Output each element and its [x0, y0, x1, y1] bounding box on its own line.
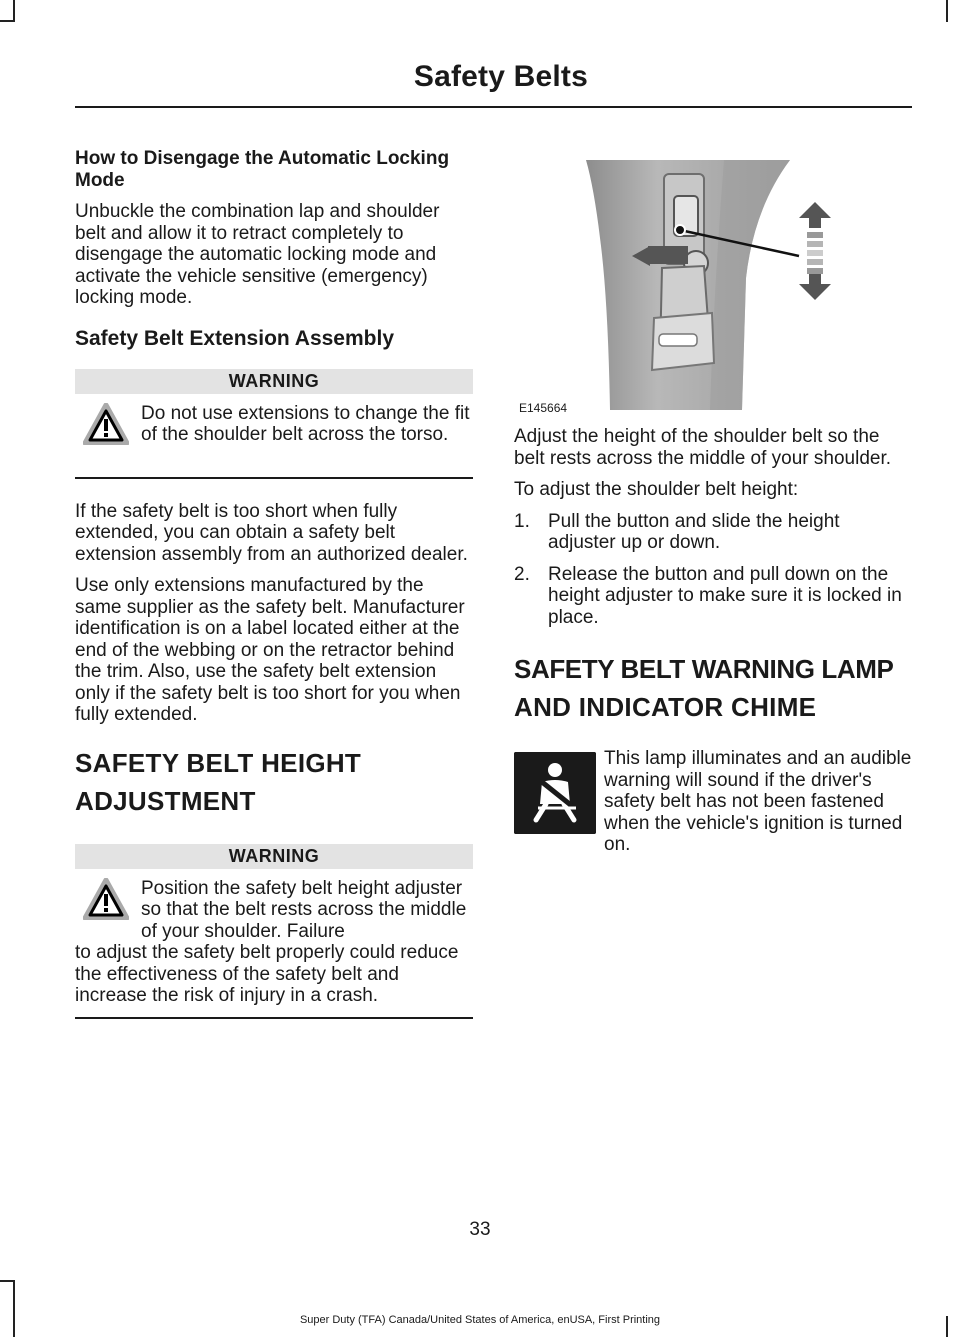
lamp-heading-line-2: AND INDICATOR CHIME [514, 692, 817, 722]
step-text: Release the button and pull down on the height adjuster to make sure it is locked in place. [548, 563, 902, 628]
belt-height-adjuster-illustration [514, 148, 912, 416]
belt-height-figure [514, 148, 912, 416]
height-heading-line-1: SAFETY BELT HEIGHT [75, 747, 362, 778]
warning-triangle-icon [83, 878, 129, 920]
lamp-heading-line-1: SAFETY BELT WARNING LAMP [514, 654, 894, 684]
page-number: 33 [469, 1219, 491, 1240]
list-item [514, 564, 912, 629]
crop-mark-top-left-h [0, 20, 15, 22]
warning-text-full: to adjust the safety belt properly could reduce the effectiveness of the safety belt and increase the risk of injury in a crash. [75, 942, 459, 1006]
right-column [514, 148, 912, 856]
lamp-heading [514, 650, 912, 726]
adjust-steps [514, 511, 912, 629]
disengage-heading: How to Disengage the Automatic Locking Mode [75, 148, 450, 191]
warning-text-indented: Position the safety belt height adjuster so that the belt rests across the middle of your shoulder. Failure [141, 877, 467, 942]
disengage-text: Unbuckle the combination lap and shoulder belt and allow it to retract completely to disengage the automatic locking mode and activate the vehicle sensitive (emergency) locking mode. [75, 201, 440, 308]
height-heading [75, 744, 473, 820]
extension-heading: Safety Belt Extension Assembly [75, 326, 394, 350]
step-number: 1. [514, 510, 530, 532]
crop-mark-bottom-left-v [13, 1280, 15, 1337]
adjust-intro: To adjust the shoulder belt height: [514, 479, 799, 500]
warning-box-extension [75, 369, 473, 479]
step-text: Pull the button and slide the height adjuster up or down. [548, 510, 840, 553]
warning-triangle-icon [83, 403, 129, 445]
warning-label: WARNING [75, 369, 473, 394]
warning-rule [75, 477, 473, 479]
warning-rule [75, 1017, 473, 1019]
lamp-description [514, 748, 912, 856]
warning-label: WARNING [75, 844, 473, 869]
footer-info: Super Duty (TFA) Canada/United States of America, enUSA, First Printing [299, 1314, 661, 1326]
left-column [75, 148, 473, 1019]
page-title: Safety Belts [413, 60, 588, 93]
height-heading-line-2: ADJUSTMENT [75, 785, 256, 816]
extension-paragraph-1: If the safety belt is too short when fully extended, you can obtain a safety belt extension assembly from an authorized dealer. [75, 500, 468, 565]
crop-mark-bottom-left-h [0, 1280, 15, 1282]
crop-mark-top-right-v [946, 0, 948, 22]
header-rule [75, 106, 912, 108]
figure-code: E145664 [519, 401, 568, 415]
adjust-text: Adjust the height of the shoulder belt so the belt rests across the middle of your shoulder. [514, 426, 892, 469]
warning-box-height [75, 844, 473, 1019]
lamp-text: This lamp illuminates and an audible warning will sound if the driver's safety belt has not been fastened when the vehicle's ignition is turned on. [604, 748, 912, 855]
list-item [514, 511, 912, 554]
seatbelt-warning-icon [514, 752, 596, 834]
warning-text: Do not use extensions to change the fit of the shoulder belt across the torso. [141, 402, 470, 445]
step-number: 2. [514, 563, 530, 585]
extension-paragraph-2: Use only extensions manufactured by the same supplier as the safety belt. Manufacturer identification is on a label located either at the end of the webbing or on the retractor behind the trim. Also, use the safety belt extension only if the safety belt is too short for you when fully extended. [75, 575, 465, 725]
crop-mark-top-left-v [13, 0, 15, 22]
